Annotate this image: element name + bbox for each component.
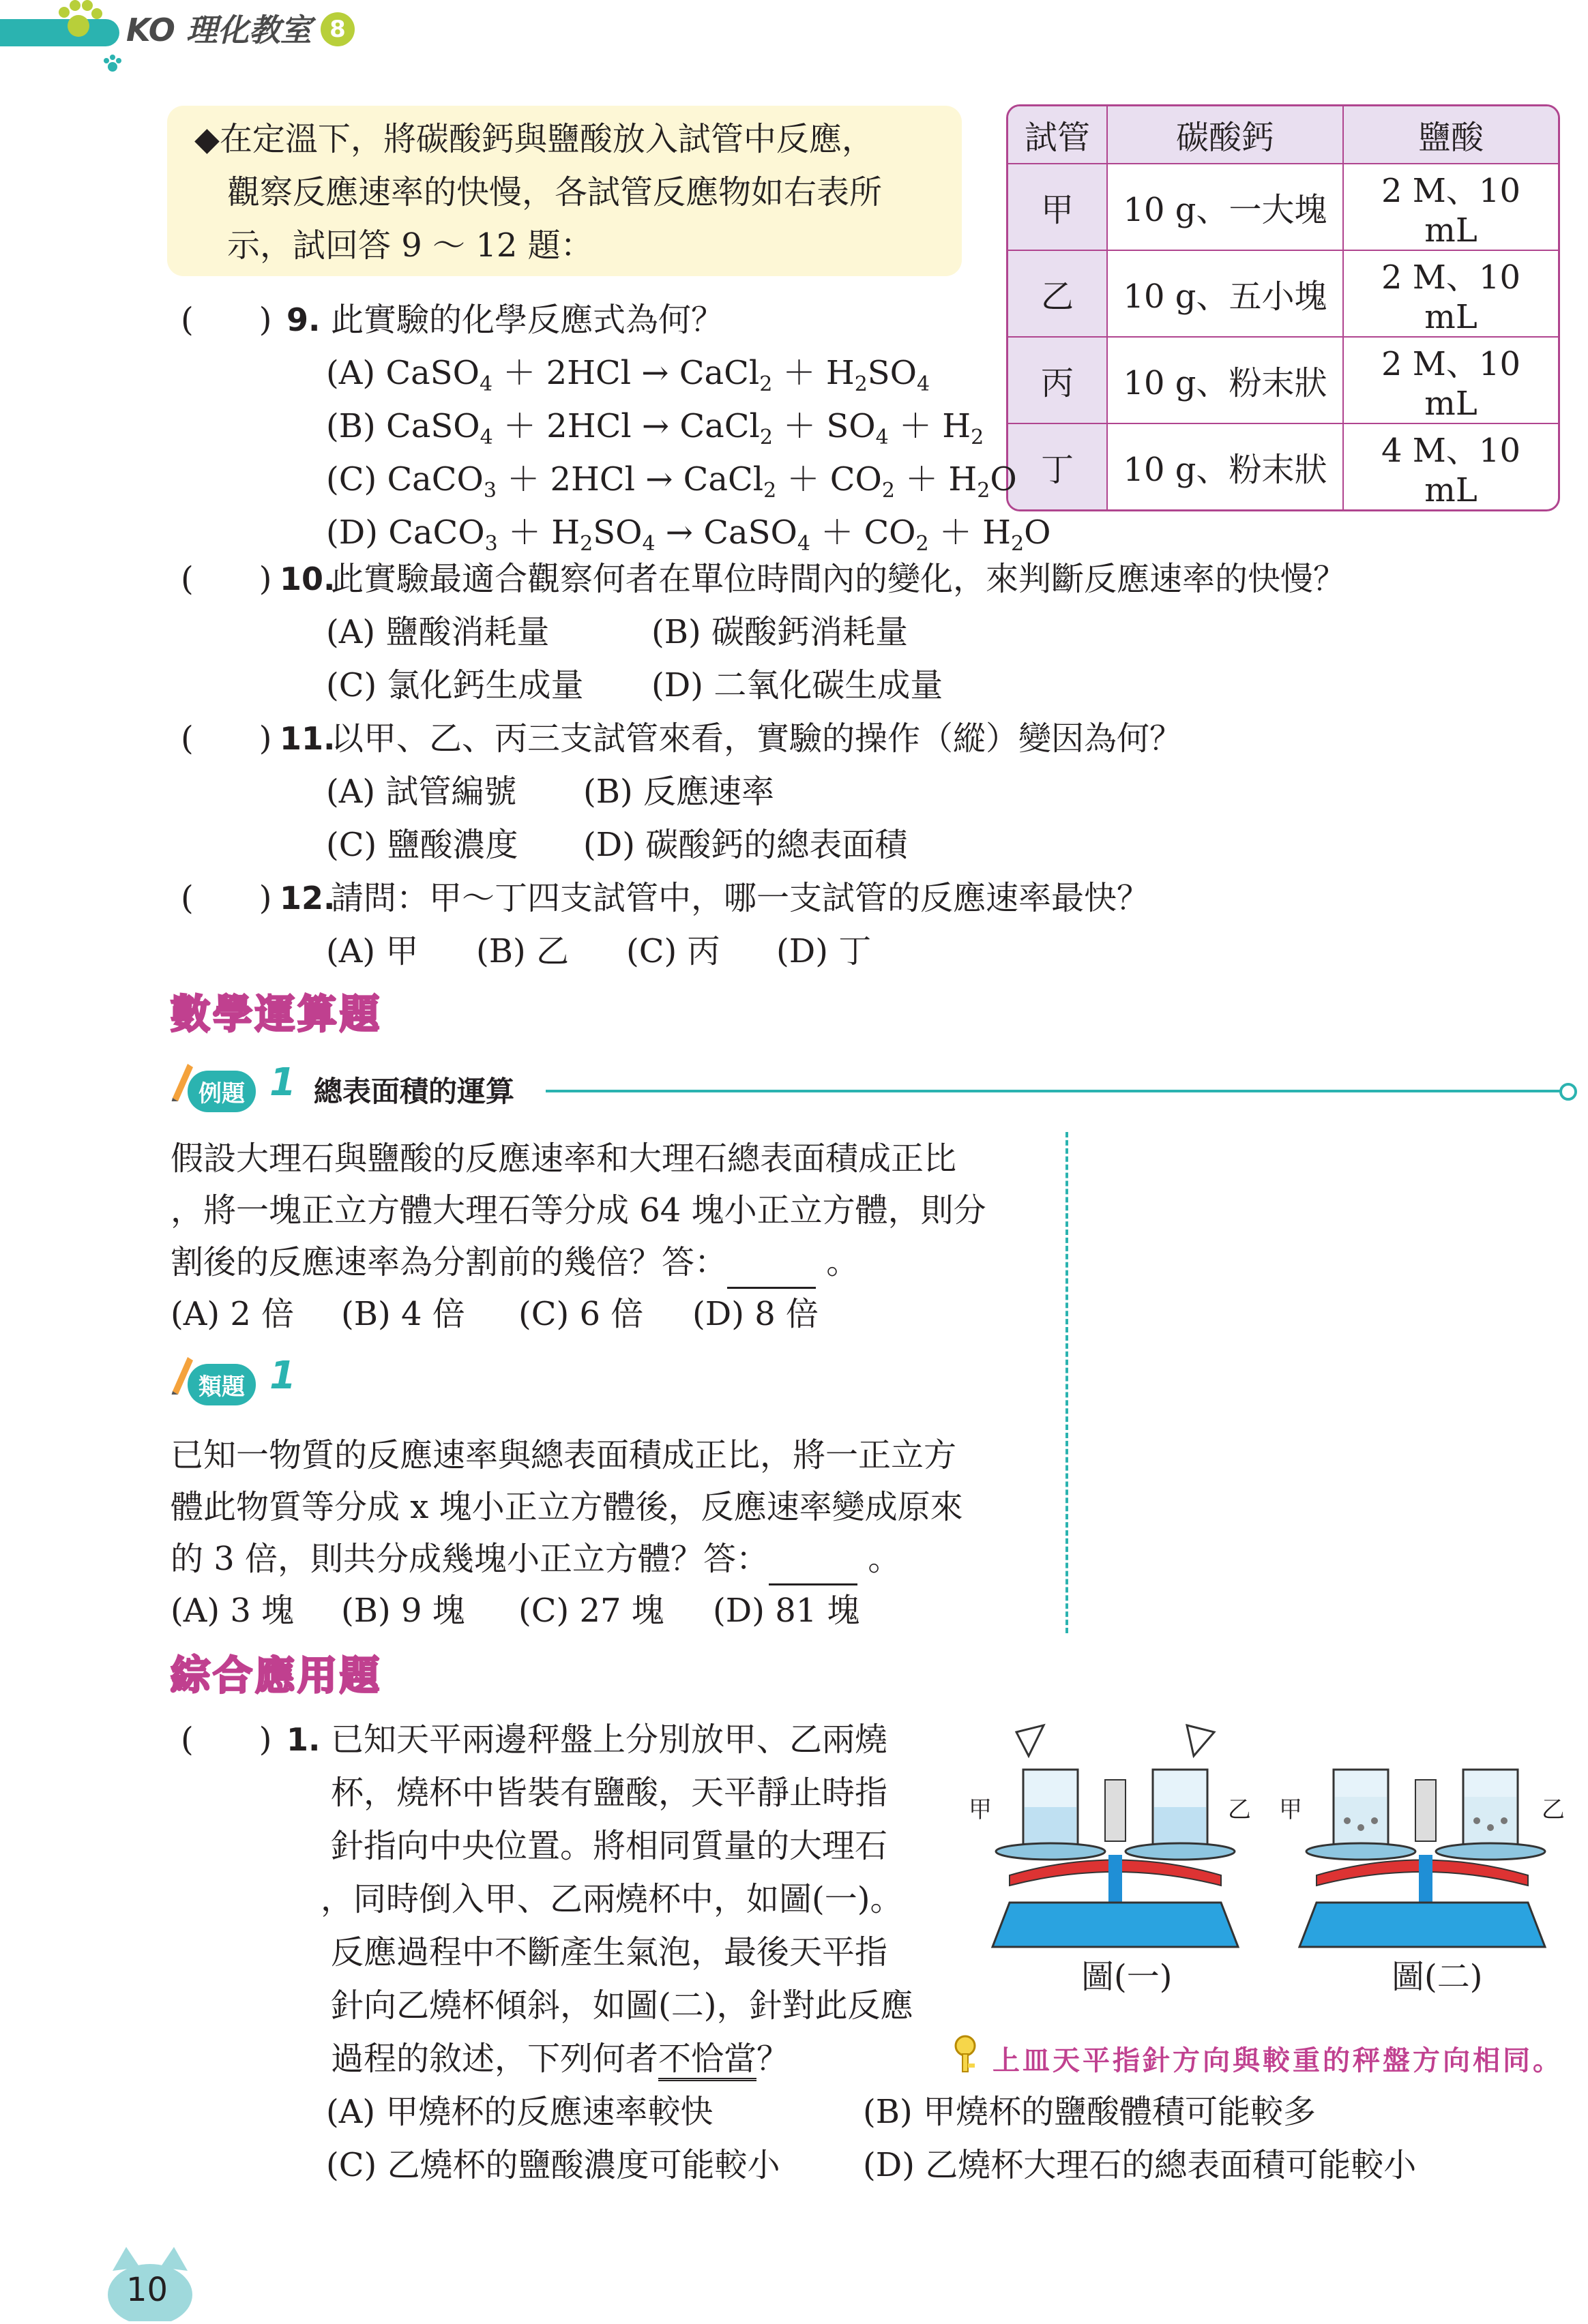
q11-option-a[interactable]: (A) 試管編號 [326, 773, 517, 811]
q12-option-c[interactable]: (C) 丙 [626, 932, 720, 970]
q9-stem: 此實驗的化學反應式為何？ [331, 301, 724, 339]
table-cell: 2 M、10 mL [1344, 338, 1558, 424]
q11-answer-paren[interactable]: ( ) [181, 719, 272, 758]
table-header: 碳酸鈣 [1108, 106, 1344, 164]
q12-option-b[interactable]: (B) 乙 [476, 932, 569, 970]
table-cell: 乙 [1008, 251, 1108, 338]
similar-option-b[interactable]: (B) 9 塊 [341, 1592, 465, 1630]
q10-number: 10. [280, 561, 336, 597]
app1-line-3: 針指向中央位置。將相同質量的大理石 [331, 1827, 888, 1865]
q12-stem: 請問：甲～丁四支試管中，哪一支試管的反應速率最快？ [331, 879, 1150, 917]
svg-text:乙: 乙 [1228, 1796, 1251, 1823]
header-title: KO 理化教室 [126, 12, 312, 48]
q10-option-a[interactable]: (A) 鹽酸消耗量 [326, 613, 550, 651]
table-cell: 10 g、五小塊 [1108, 251, 1344, 338]
q10-stem: 此實驗最適合觀察何者在單位時間內的變化，來判斷反應速率的快慢？ [331, 560, 1347, 598]
q12-number: 12. [280, 880, 336, 917]
example-option-c[interactable]: (C) 6 倍 [518, 1295, 644, 1333]
similar-number: 1 [269, 1354, 296, 1398]
table-cell: 10 g、一大塊 [1108, 164, 1344, 251]
q12-option-a[interactable]: (A) 甲 [326, 932, 419, 970]
q12-option-d[interactable]: (D) 丁 [776, 932, 872, 970]
similar-line-2: 體此物質等分成 x 塊小正立方體後，反應速率變成原來 [171, 1488, 963, 1526]
similar-answer-blank[interactable] [769, 1549, 857, 1585]
q11-number: 11. [280, 720, 336, 757]
similar-line-3: 的 3 倍，則共分成幾塊小正立方體？答： 。 [171, 1532, 900, 1585]
hint-text: 上皿天平指針方向與較重的秤盤方向相同。 [992, 2044, 1563, 2076]
q9-number: 9. [286, 301, 321, 338]
app1-number: 1. [286, 1721, 321, 1758]
intro-line-1: ◆在定溫下，將碳酸鈣與鹽酸放入試管中反應， [194, 120, 874, 158]
table-header: 試管 [1008, 106, 1108, 164]
app1-line-2: 杯，燒杯中皆裝有鹽酸，天平靜止時指 [331, 1774, 888, 1812]
q9-option-b[interactable]: (B) CaSO$_4$ ＋ 2HCl → CaCl$_2$ ＋ $SO_4 + H_2$ [326, 407, 984, 449]
similar-option-d[interactable]: (D) 81 塊 [713, 1592, 860, 1630]
example-line-2: ，將一塊正立方體大理石等分成 64 塊小正立方體，則分 [171, 1191, 986, 1230]
example-title: 總表面積的運算 [314, 1075, 515, 1108]
table-cell: 2 M、10 mL [1344, 251, 1558, 338]
q11-stem: 以甲、乙、丙三支試管來看，實驗的操作（縱）變因為何？ [331, 719, 1183, 758]
app1-line-6: 針向乙燒杯傾斜，如圖(二)，針對此反應 [331, 1986, 913, 2025]
intro-line-3: 示，試回答 9 ～ 12 題： [227, 226, 593, 265]
page-number: 10 [126, 2271, 168, 2309]
app1-answer-paren[interactable]: ( ) [181, 1720, 272, 1759]
similar-line-1: 已知一物質的反應速率與總表面積成正比，將一正立方 [171, 1436, 957, 1474]
table-cell: 2 M、10 mL [1344, 164, 1558, 251]
reactant-table [1006, 104, 1560, 511]
svg-text:乙: 乙 [1542, 1796, 1565, 1823]
svg-text:甲: 甲 [1279, 1796, 1302, 1823]
paw-icon [55, 0, 102, 41]
app1-option-d[interactable]: (D) 乙燒杯大理石的總表面積可能較小 [863, 2146, 1417, 2184]
app1-line-5: 反應過程中不斷產生氣泡，最後天平指 [331, 1933, 888, 1971]
app1-option-c[interactable]: (C) 乙燒杯的鹽酸濃度可能較小 [326, 2146, 780, 2184]
app1-line-7: 過程的敘述，下列何者不恰當？ [331, 2032, 789, 2085]
app1-option-a[interactable]: (A) 甲燒杯的反應速率較快 [326, 2093, 714, 2131]
table-cell: 甲 [1008, 164, 1108, 251]
paw-icon-small [102, 55, 123, 75]
q10-option-c[interactable]: (C) 氯化鈣生成量 [326, 666, 584, 704]
example-option-d[interactable]: (D) 8 倍 [692, 1295, 819, 1333]
table-cell: 4 M、10 mL [1381, 432, 1521, 509]
q11-option-d[interactable]: (D) 碳酸鈣的總表面積 [583, 826, 908, 864]
q10-answer-paren[interactable]: ( ) [181, 560, 272, 598]
key-icon [948, 2034, 982, 2074]
table-cell: 丙 [1008, 338, 1108, 424]
q9-option-c[interactable]: (C) CaCO$_3$ ＋ 2HCl → CaCl$_2$ ＋ $CO_2 + H_2O$ [326, 460, 1017, 503]
section-title-math: 數學運算題 [171, 991, 383, 1037]
section-title-apply: 綜合應用題 [171, 1652, 383, 1699]
q9-answer-paren[interactable]: ( ) [181, 301, 272, 339]
similar-option-c[interactable]: (C) 27 塊 [518, 1592, 664, 1630]
fig2-caption: 圖(二) [1392, 1958, 1483, 1996]
example-line-1: 假設大理石與鹽酸的反應速率和大理石總表面積成正比 [171, 1139, 957, 1178]
example-badge: 例題 [188, 1071, 256, 1112]
example-option-b[interactable]: (B) 4 倍 [341, 1295, 465, 1333]
q9-option-a[interactable]: (A) CaSO$_4$ ＋ 2HCl → CaCl$_2$ ＋ $H_2SO_4$ [326, 354, 930, 396]
example-number: 1 [269, 1060, 296, 1105]
q11-option-c[interactable]: (C) 鹽酸濃度 [326, 826, 518, 864]
emphasis-not-appropriate: 不恰當 [658, 2040, 756, 2081]
svg-text:甲: 甲 [969, 1796, 992, 1823]
similar-option-a[interactable]: (A) 3 塊 [171, 1592, 295, 1630]
app1-line-4: ，同時倒入甲、乙兩燒杯中，如圖(一)。 [321, 1880, 903, 1918]
q9-option-d[interactable]: (D) CaCO$_3$ ＋ $H_2SO_4$ → CaSO$_4$ ＋ $CO_2 + H_2O$ [326, 513, 1051, 556]
q12-answer-paren[interactable]: ( ) [181, 879, 272, 917]
table-cell: 丁 [1008, 424, 1108, 509]
q10-option-b[interactable]: (B) 碳酸鈣消耗量 [651, 613, 908, 651]
app1-option-b[interactable]: (B) 甲燒杯的鹽酸體積可能較多 [863, 2093, 1316, 2131]
app1-line-1: 已知天平兩邊秤盤上分別放甲、乙兩燒 [331, 1720, 888, 1759]
q10-option-d[interactable]: (D) 二氧化碳生成量 [651, 666, 943, 704]
table-cell: 10 g、粉末狀 [1108, 338, 1344, 424]
similar-badge: 類題 [188, 1364, 256, 1405]
fig1-caption: 圖(一) [1081, 1958, 1173, 1996]
example-line-3: 割後的反應速率為分割前的幾倍？答： 。 [171, 1236, 859, 1289]
example-option-a[interactable]: (A) 2 倍 [171, 1295, 295, 1333]
table-cell: 10 g、粉末狀 [1108, 424, 1344, 509]
table-header: 鹽酸 [1344, 106, 1558, 164]
intro-line-2: 觀察反應速率的快慢，各試管反應物如右表所 [227, 173, 883, 211]
example-rule-end [1559, 1083, 1577, 1101]
dashed-divider [1065, 1132, 1068, 1633]
example-answer-blank[interactable] [727, 1253, 816, 1289]
q11-option-b[interactable]: (B) 反應速率 [583, 773, 774, 811]
example-rule [546, 1090, 1562, 1092]
volume-badge: 8 [321, 12, 355, 46]
